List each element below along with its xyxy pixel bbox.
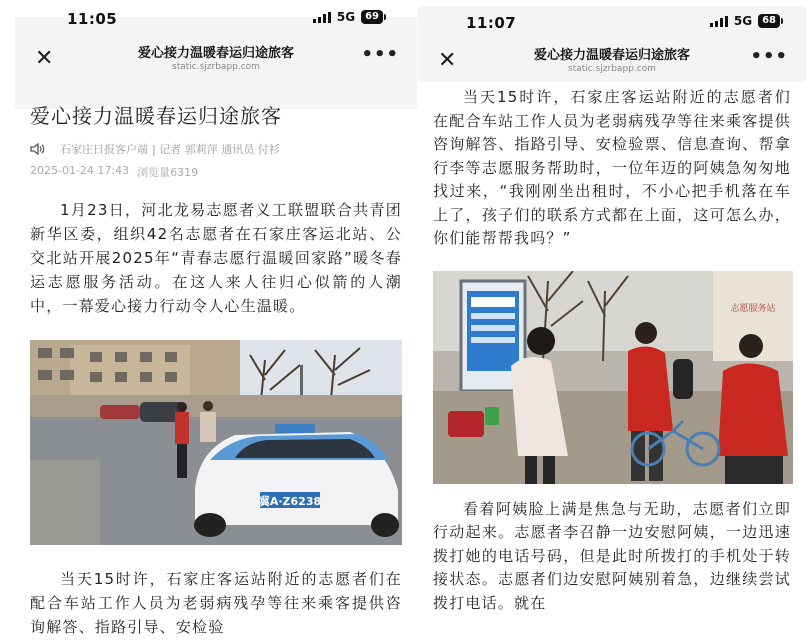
browser-nav xyxy=(418,44,806,84)
paragraph-2: 当天15时许，石家庄客运站附近的志愿者们在配合车站工作人员为老弱病残孕等往来乘客提供咨询解答、指路引导、安检验 xyxy=(30,570,402,636)
more-icon[interactable]: ••• xyxy=(750,46,788,67)
network-type: 5G xyxy=(336,10,356,24)
status-bar xyxy=(418,14,806,40)
article-meta-2 xyxy=(30,164,402,180)
browser-nav xyxy=(15,42,417,82)
paragraph-1: 1月23日，河北龙易志愿者义工联盟联合共青团新华区委，组织42名志愿者在石家庄客运北站、公交北站开展2025年“青春志愿行温暖回家路”暖冬春运志愿服务活动。在这人来人往归心似箭的人潮中，一幕爱心接力行动令人心生温暖。 xyxy=(30,201,402,315)
nav-title: 爱心接力温暖春运归途旅客 xyxy=(137,46,294,61)
kiosk-sign: 志愿服务站 xyxy=(730,303,776,314)
speaker-icon[interactable] xyxy=(30,143,46,155)
status-indicators xyxy=(710,14,780,28)
status-indicators xyxy=(313,10,383,24)
status-time: 11:05 xyxy=(67,10,118,28)
right-screenshot xyxy=(418,0,806,641)
nav-titles xyxy=(15,42,417,72)
signal-icon xyxy=(710,16,728,27)
meta-date: 2025-01-24 17:43 xyxy=(30,164,130,177)
battery-icon: 68 xyxy=(758,14,780,28)
taxi-photo xyxy=(30,340,402,545)
status-bar xyxy=(15,10,417,36)
status-time: 11:07 xyxy=(466,14,517,32)
meta-views: 浏览量6319 xyxy=(137,166,199,179)
battery-icon: 69 xyxy=(361,10,383,24)
article-meta xyxy=(30,141,402,157)
network-type: 5G xyxy=(733,14,753,28)
article-body xyxy=(418,86,806,615)
meta-source[interactable]: 石家庄日报客户端 xyxy=(60,143,148,156)
meta-reporter: | 记者 郭莉萍 通讯员 付衫 xyxy=(152,143,280,156)
license-plate: 冀A·Z6238 xyxy=(258,495,322,508)
nav-title: 爱心接力温暖春运归途旅客 xyxy=(533,48,690,63)
taxi-photo-graphic xyxy=(30,340,402,545)
article-body xyxy=(15,100,417,639)
article-title: 爱心接力温暖春运归途旅客 xyxy=(30,104,282,128)
volunteer-photo-graphic xyxy=(433,271,793,484)
left-screenshot xyxy=(15,0,417,641)
nav-domain: static.sjzrbapp.com xyxy=(172,62,260,72)
more-icon[interactable]: ••• xyxy=(361,44,399,65)
nav-domain: static.sjzrbapp.com xyxy=(568,64,656,74)
close-icon[interactable]: ✕ xyxy=(35,46,54,71)
signal-icon xyxy=(313,12,331,23)
nav-titles xyxy=(418,44,806,74)
paragraph-3: 当天15时许，石家庄客运站附近的志愿者们在配合车站工作人员为老弱病残孕等往来乘客提供咨询解答、指路引导、安检验票、信息查询、帮拿行李等志愿服务帮助时，一位年迈的阿姨急匆匆地找过来，“我刚刚坐出租时，不小心把手机落在车上了，孩子们的联系方式都在上面，这可怎么办，你们能帮帮我吗？” xyxy=(433,88,791,247)
volunteer-photo xyxy=(433,271,793,484)
close-icon[interactable]: ✕ xyxy=(438,48,457,73)
paragraph-4: 看着阿姨脸上满是焦急与无助，志愿者们立即行动起来。志愿者李召静一边安慰阿姨，一边迅速拨打她的电话号码，但是此时所拨打的手机处于转接状态。志愿者们边安慰阿姨别着急，边继续尝试拨打电话。就在 xyxy=(433,499,791,612)
